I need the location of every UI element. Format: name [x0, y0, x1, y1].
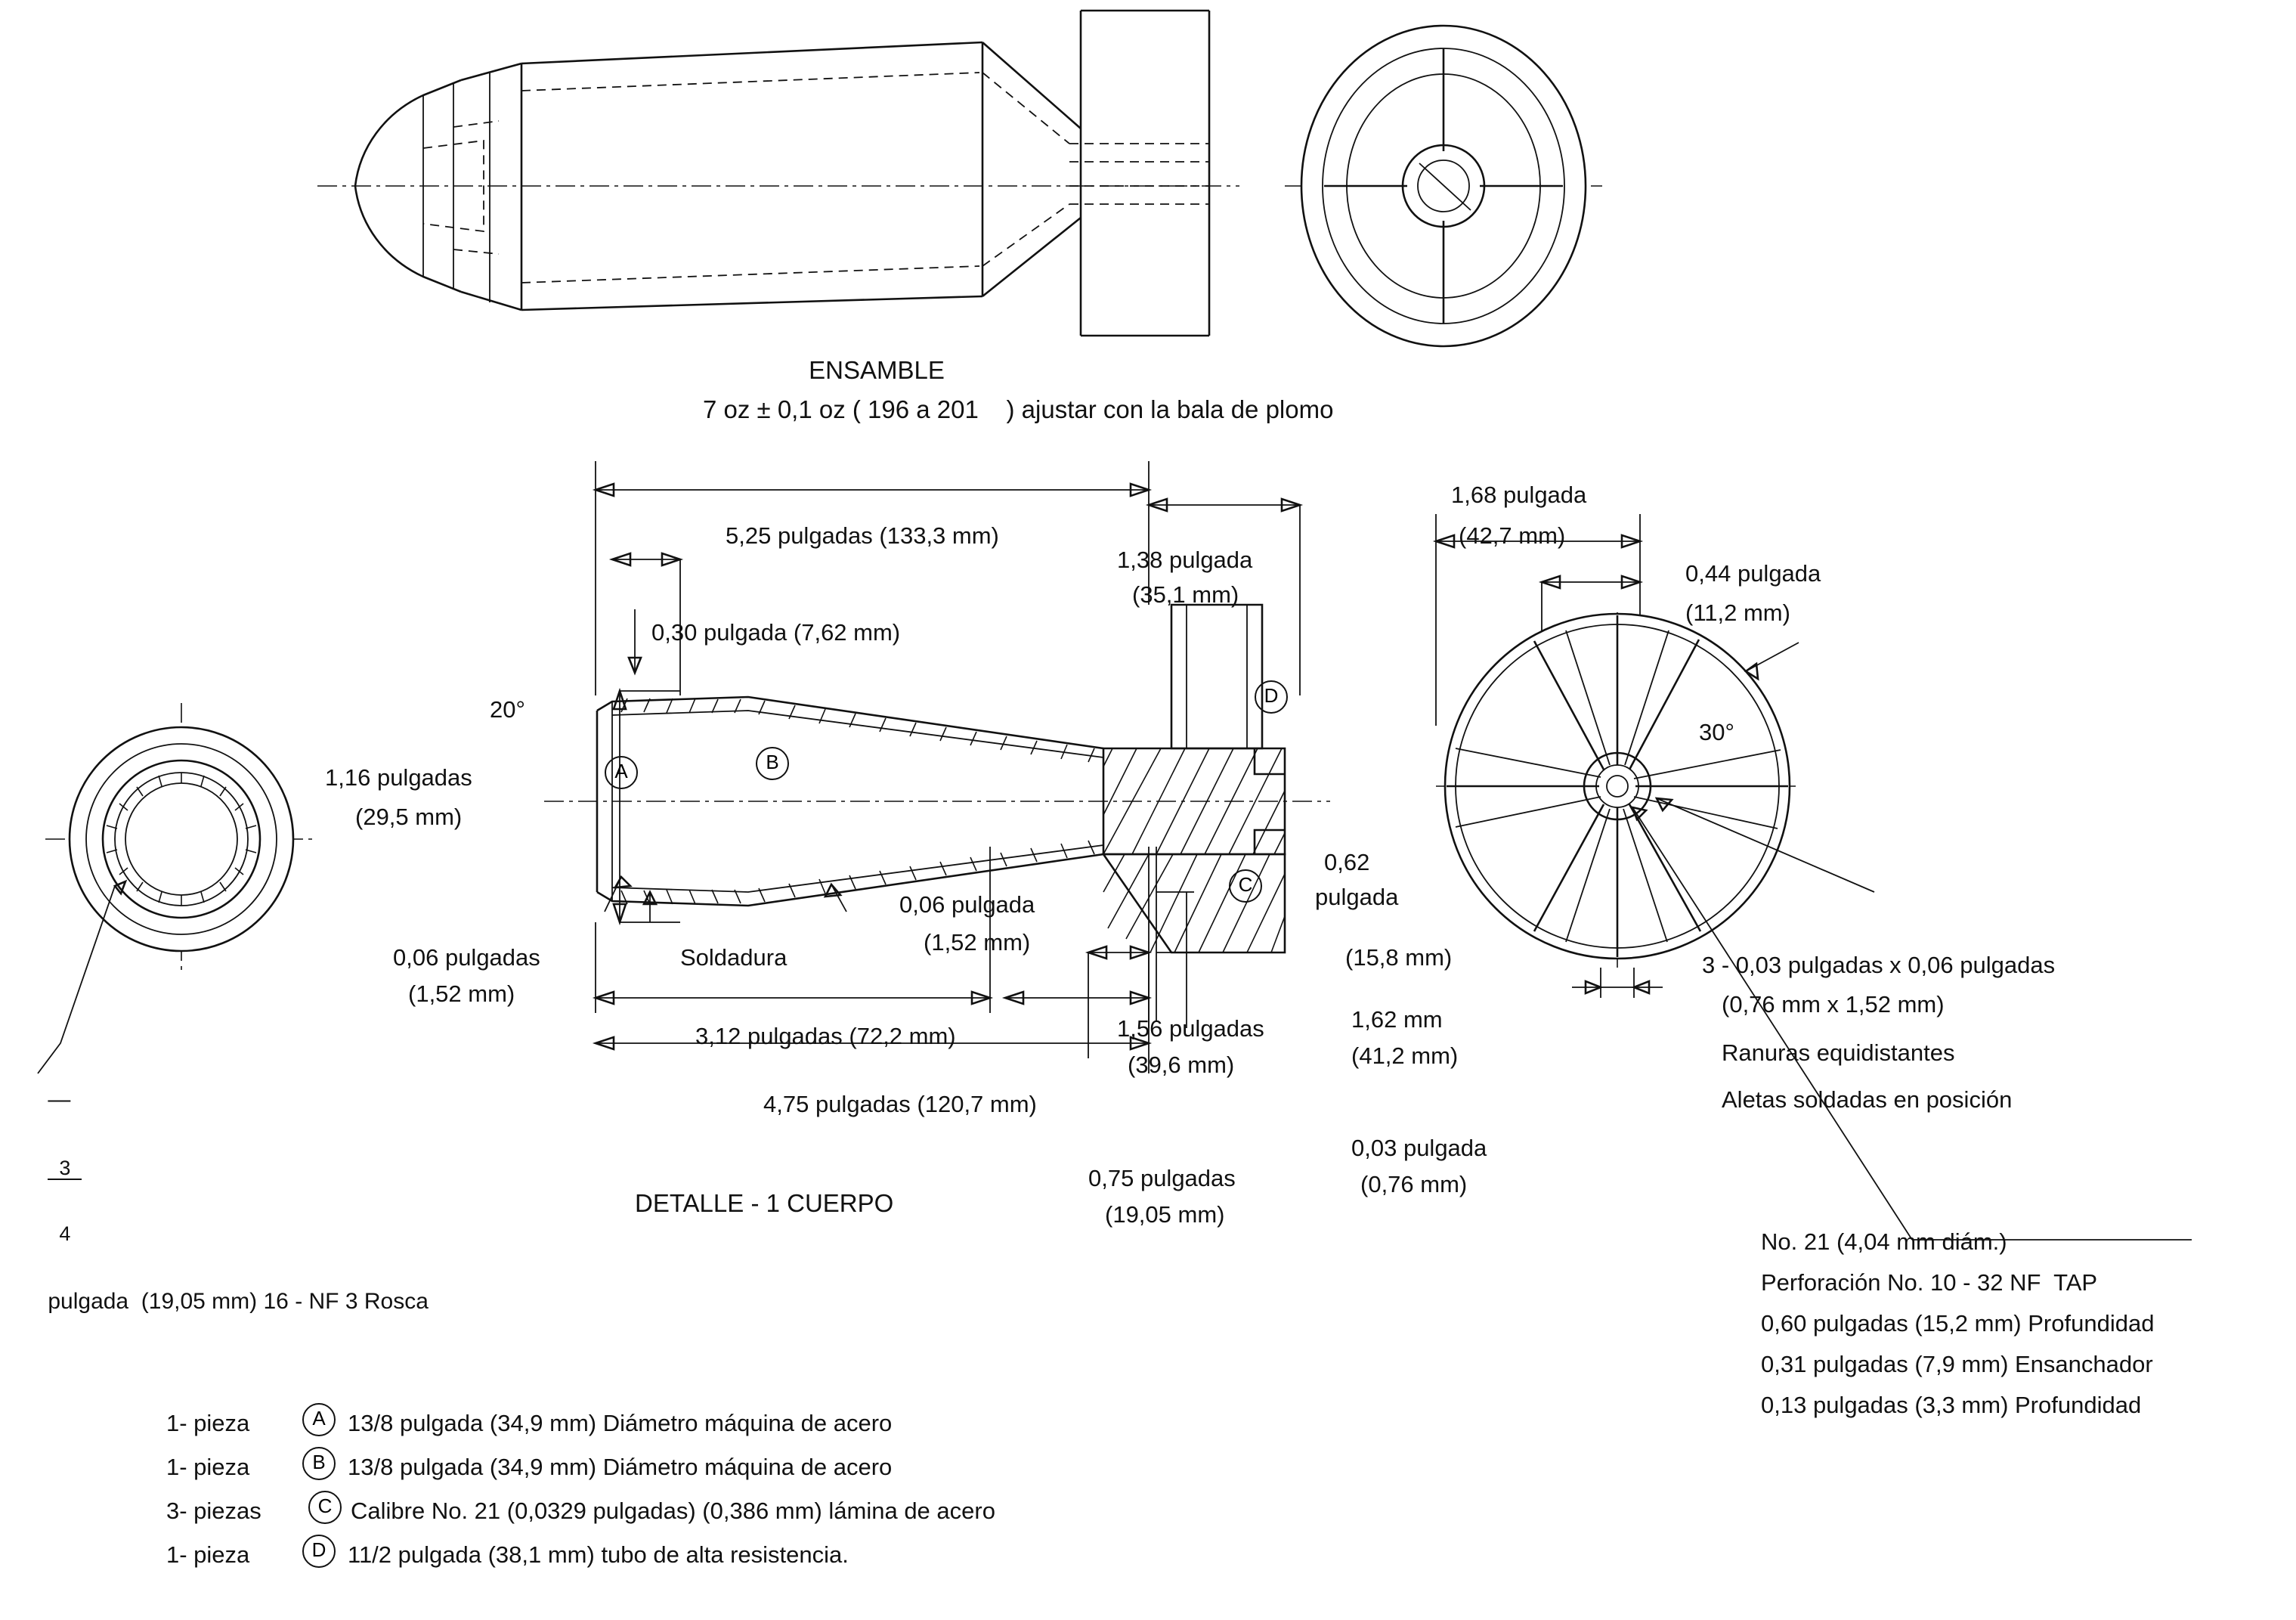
dim-wall-left-line1: 0,06 pulgadas	[393, 944, 540, 971]
bom-mark: B	[302, 1447, 336, 1480]
dim-angle-20: 20°	[490, 696, 525, 723]
dim-075-line2: (19,05 mm)	[1105, 1201, 1225, 1228]
bom-desc: 13/8 pulgada (34,9 mm) Diámetro máquina de acero	[348, 1454, 893, 1480]
dim-body-diameter-line1: 1,16 pulgadas	[325, 764, 472, 791]
slot-note-line3: Ranuras equidistantes	[1722, 1039, 1955, 1066]
part-mark-d: D	[1255, 680, 1288, 714]
dim-total-length-top: 5,25 pulgadas (133,3 mm)	[726, 522, 999, 549]
slot-note-line1: 3 - 0,03 pulgadas x 0,06 pulgadas	[1702, 952, 2056, 978]
dim-body-diameter-line2: (29,5 mm)	[355, 804, 463, 830]
slot-note-line4: Aletas soldadas en posición	[1722, 1086, 2013, 1113]
dim-162-line1: 1,62 mm	[1351, 1006, 1443, 1033]
dim-angle-30: 30°	[1699, 719, 1734, 745]
dim-tail-length-line2: (35,1 mm)	[1132, 581, 1239, 608]
weld-label: Soldadura	[680, 944, 788, 971]
dim-168-line2: (42,7 mm)	[1459, 522, 1566, 549]
bom-qty: 3- piezas	[166, 1498, 261, 1524]
thread-note-text: pulgada (19,05 mm) 16 - NF 3 Rosca	[48, 1288, 429, 1314]
dim-tip-flat: 0,30 pulgada (7,62 mm)	[651, 619, 901, 646]
dim-wall-left-line2: (1,52 mm)	[408, 980, 515, 1007]
bom-mark: C	[308, 1491, 342, 1524]
drill-note-line4: 0,31 pulgadas (7,9 mm) Ensanchador	[1761, 1351, 2153, 1377]
thread-fraction-denominator: 4	[59, 1222, 71, 1245]
drill-note-line2: Perforación No. 10 - 32 NF TAP	[1761, 1269, 2098, 1296]
dim-003-line2: (0,76 mm)	[1360, 1171, 1468, 1197]
bom-desc: Calibre No. 21 (0,0329 pulgadas) (0,386 mm) lámina de acero	[351, 1498, 995, 1524]
dim-tail-len-line1: 1,56 pulgadas	[1117, 1015, 1264, 1042]
dim-wall-mid-line1: 0,06 pulgada	[899, 891, 1035, 918]
dim-075-line1: 0,75 pulgadas	[1088, 1165, 1236, 1191]
assembly-caption-title: ENSAMBLE	[809, 356, 945, 384]
slot-note-line2: (0,76 mm x 1,52 mm)	[1722, 991, 1945, 1018]
detail-caption: DETALLE - 1 CUERPO	[635, 1189, 894, 1217]
dim-wall-mid-line2: (1,52 mm)	[924, 929, 1031, 956]
thread-fraction-numerator: 3	[48, 1157, 82, 1180]
part-mark-c: C	[1229, 869, 1262, 903]
thread-fraction	[48, 1114, 82, 1287]
dim-tail-length-line1: 1,38 pulgada	[1117, 547, 1253, 573]
dim-044-line2: (11,2 mm)	[1685, 599, 1790, 626]
dim-fin-thickness-line3: (15,8 mm)	[1345, 944, 1453, 971]
part-mark-a: A	[605, 756, 638, 789]
drill-note-line1: No. 21 (4,04 mm diám.)	[1761, 1228, 2007, 1255]
part-mark-b: B	[756, 747, 789, 780]
bom-desc: 11/2 pulgada (38,1 mm) tubo de alta resistencia.	[348, 1541, 849, 1568]
thread-note: — $\frac{3}{4}$ pulgada (19,05 mm) 16 - NF 3 Rosca	[23, 1058, 429, 1343]
dim-044-line1: 0,44 pulgada	[1685, 560, 1821, 587]
bom-qty: 1- pieza	[166, 1541, 250, 1568]
dim-168-line1: 1,68 pulgada	[1451, 482, 1587, 508]
drill-note-line5: 0,13 pulgadas (3,3 mm) Profundidad	[1761, 1392, 2142, 1418]
bom-mark: A	[302, 1403, 336, 1436]
bom-qty: 1- pieza	[166, 1454, 250, 1480]
dim-fin-thickness-line1: 0,62	[1324, 849, 1370, 875]
dim-003-line1: 0,03 pulgada	[1351, 1135, 1487, 1161]
dim-tail-len-line2: (39,6 mm)	[1128, 1052, 1235, 1078]
drill-note-line3: 0,60 pulgadas (15,2 mm) Profundidad	[1761, 1310, 2155, 1337]
dim-cone-length: 3,12 pulgadas (72,2 mm)	[695, 1023, 956, 1049]
assembly-caption-weight: 7 oz ± 0,1 oz ( 196 a 201 ) ajustar con la bala de plomo	[703, 395, 1334, 423]
assembly-view-graphic	[0, 0, 2296, 393]
dim-total-length-bottom: 4,75 pulgadas (120,7 mm)	[763, 1091, 1037, 1117]
bom-desc: 13/8 pulgada (34,9 mm) Diámetro máquina de acero	[348, 1410, 893, 1436]
dim-162-line2: (41,2 mm)	[1351, 1042, 1459, 1069]
dim-fin-thickness-line2: pulgada	[1315, 884, 1399, 910]
bom-mark: D	[302, 1535, 336, 1568]
bom-qty: 1- pieza	[166, 1410, 250, 1436]
